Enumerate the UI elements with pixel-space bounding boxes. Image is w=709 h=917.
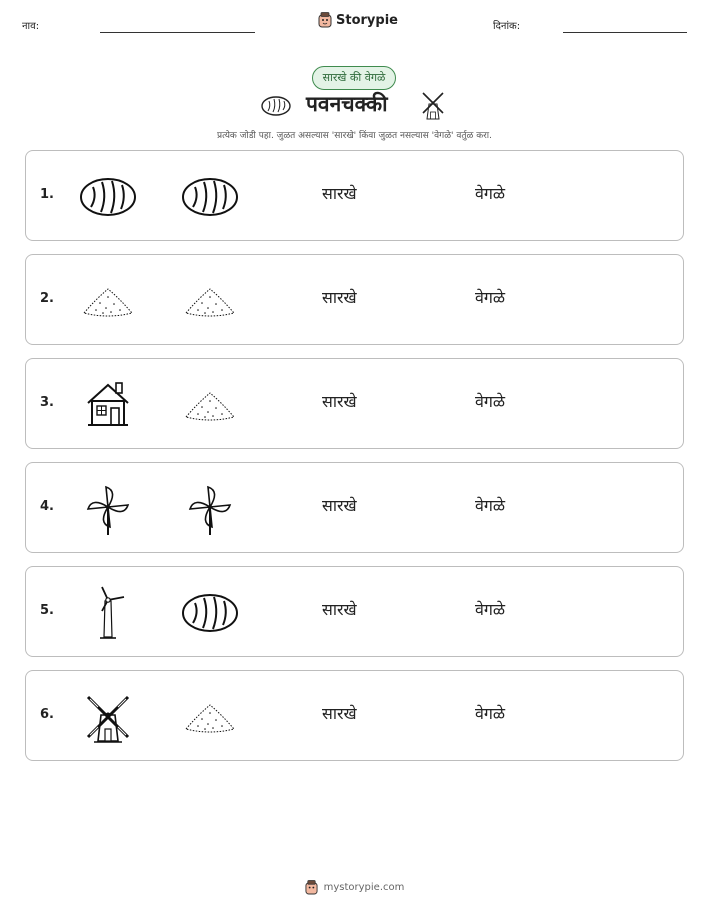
pinwheel-icon [78,481,138,537]
option-different[interactable]: वेगळे [475,704,506,723]
name-label: नाव: [22,21,40,32]
date-label: दिनांक: [493,21,521,32]
windmill-icon [78,689,138,745]
question-number: 1. [40,187,54,202]
storypie-mascot-icon [318,12,332,28]
option-same[interactable]: सारखे [322,288,357,307]
option-same[interactable]: सारखे [322,392,357,411]
footer-link[interactable]: mystorypie.com [323,882,405,893]
windmill-icon [420,90,446,120]
pinwheel-icon [180,481,240,537]
question-card-2 [25,254,684,345]
sand-pile-icon [78,273,138,329]
option-same[interactable]: सारखे [322,496,357,515]
wind-turbine-icon [78,585,138,641]
brand-logo [318,12,398,28]
option-different[interactable]: वेगळे [475,288,506,307]
category-badge: सारखे की वेगळे [312,66,396,90]
sand-pile-icon [180,273,240,329]
question-card-1 [25,150,684,241]
option-different[interactable]: वेगळे [475,184,506,203]
option-different[interactable]: वेगळे [475,600,506,619]
question-card-5 [25,566,684,657]
bread-icon [78,169,138,225]
question-number: 2. [40,291,54,306]
option-different[interactable]: वेगळे [475,496,506,515]
option-same[interactable]: सारखे [322,600,357,619]
house-icon [78,377,138,433]
bread-icon [260,94,292,118]
title-row [0,88,709,124]
name-line[interactable] [100,32,255,33]
storypie-mascot-icon [305,880,318,895]
option-same[interactable]: सारखे [322,704,357,723]
bread-icon [180,585,240,641]
sand-pile-icon [180,689,240,745]
page-title: पवनचक्की [306,92,388,116]
question-number: 5. [40,603,54,618]
instructions: प्रत्येक जोडी पहा. जुळत असल्यास 'सारखे' किंवा जुळत नसल्यास 'वेगळे' वर्तुळ करा. [216,131,492,141]
question-number: 3. [40,395,54,410]
sand-pile-icon [180,377,240,433]
date-line[interactable] [563,32,687,33]
footer [0,880,709,895]
bread-icon [180,169,240,225]
question-card-3 [25,358,684,449]
brand-name: Storypie [336,12,398,28]
option-different[interactable]: वेगळे [475,392,506,411]
option-same[interactable]: सारखे [322,184,357,203]
question-number: 6. [40,707,54,722]
question-card-6 [25,670,684,761]
question-card-4 [25,462,684,553]
question-number: 4. [40,499,54,514]
